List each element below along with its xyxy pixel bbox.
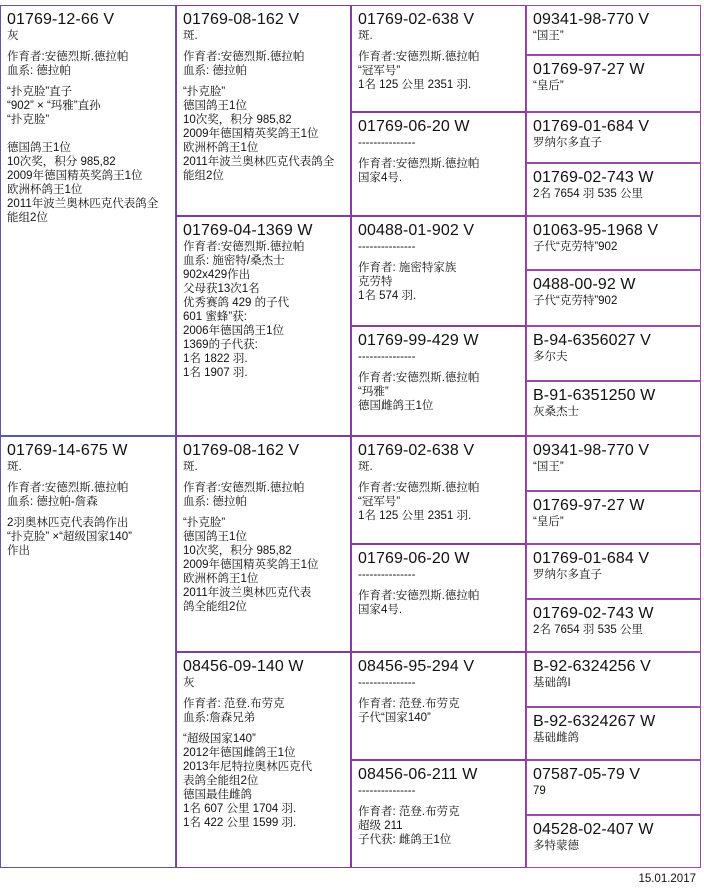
pedigree-detail-line: 欧洲杯鸽王1位 — [183, 573, 259, 585]
pedigree-detail-line: 2009年德国精英奖鸽王1位 — [183, 128, 319, 140]
spacer — [7, 134, 170, 141]
pedigree-detail-line: 2009年德国精英奖鸽王1位 — [7, 170, 143, 182]
spacer — [183, 43, 345, 50]
pedigree-detail-line: “冠军号” — [358, 65, 401, 77]
pedigree-card-gggp-16 — [526, 815, 701, 868]
pedigree-detail-line: 灰 — [183, 677, 195, 689]
pedigree-detail-line: 子代“国家140” — [358, 712, 431, 724]
ring-number: 08456-95-294 V — [358, 658, 475, 675]
pedigree-card-gggp-14 — [526, 707, 701, 760]
ring-number: 09341-98-770 V — [533, 11, 650, 28]
pedigree-detail-line: --------------- — [358, 351, 416, 363]
pedigree-detail-line: 902x429作出 — [183, 269, 251, 281]
pedigree-detail-line: 子代“克劳特”902 — [533, 295, 618, 307]
pedigree-detail-line: 能组2位 — [7, 212, 48, 224]
pedigree-detail-line: 1名 422 公里 1599 羽. — [183, 817, 297, 829]
pedigree-card-gggp-15 — [526, 760, 701, 815]
pedigree-detail-line: “902” × “玛雅”直孙 — [7, 100, 101, 112]
pedigree-detail-line: 作育者:安德烈斯.德拉帕 — [7, 51, 129, 63]
pedigree-detail-line: 斑. — [183, 30, 198, 42]
ring-number: 01769-06-20 W — [358, 550, 470, 567]
pedigree-detail-line: 灰桑杰士 — [533, 406, 579, 418]
pedigree-card-ggp-5 — [351, 436, 526, 544]
spacer — [7, 127, 170, 134]
pedigree-detail-line: 作出 — [7, 545, 30, 557]
pedigree-detail-line: 血系: 德拉帕 — [7, 65, 71, 77]
pedigree-detail-line: 罗纳尔多直子 — [533, 569, 602, 581]
pedigree-detail-line: 国家4号. — [358, 604, 403, 616]
spacer — [183, 725, 345, 732]
pedigree-detail-line: 斑. — [358, 30, 373, 42]
print-date: 15.01.2017 — [638, 873, 696, 885]
pedigree-detail-line: 欧洲杯鸽王1位 — [183, 142, 259, 154]
pedigree-detail-line: 作育者: 范登.布劳克 — [183, 698, 285, 710]
pedigree-detail-line: 作育者:安德烈斯.德拉帕 — [358, 51, 480, 63]
pedigree-detail-line: 2名 7654 羽 535 公里 — [533, 188, 643, 200]
pedigree-detail-line: --------------- — [358, 785, 416, 797]
ring-number: 01769-02-638 V — [358, 442, 475, 459]
spacer — [183, 509, 345, 516]
pedigree-detail-line: 作育者:安德烈斯.德拉帕 — [183, 241, 305, 253]
pedigree-detail-line: 超级 211 — [358, 820, 403, 832]
ring-number: 08456-06-211 W — [358, 766, 478, 783]
pedigree-detail-line: 2名 7654 羽 535 公里 — [533, 624, 643, 636]
pedigree-detail-line: 罗纳尔多直子 — [533, 137, 602, 149]
spacer — [358, 254, 520, 261]
pedigree-card-gggp-10 — [526, 491, 701, 544]
ring-number: B-91-6351250 W — [533, 387, 656, 404]
pedigree-detail-line: 作育者:安德烈斯.德拉帕 — [358, 590, 480, 602]
pedigree-detail-line: 克劳特 — [358, 276, 393, 288]
pedigree-detail-line: 作育者: 施密特家族 — [358, 262, 457, 274]
ring-number: 04528-02-407 W — [533, 821, 654, 838]
pedigree-card-ggp-8 — [351, 760, 526, 868]
ring-number: 07587-05-79 V — [533, 766, 641, 783]
pedigree-detail-line: 作育者:安德烈斯.德拉帕 — [358, 482, 480, 494]
pedigree-detail-line: 作育者: 范登.布劳克 — [358, 698, 460, 710]
pedigree-detail-line: 10次奖，积分 985,82 — [7, 156, 116, 168]
pedigree-detail-line: “冠军号” — [358, 496, 401, 508]
pedigree-detail-line: 基础雌鸽 — [533, 732, 579, 744]
pedigree-detail-line: --------------- — [358, 241, 416, 253]
spacer — [183, 78, 345, 85]
pedigree-detail-line: 基础鸽I — [533, 677, 571, 689]
pedigree-card-gggp-6 — [526, 270, 701, 326]
pedigree-detail-line: 1名 574 羽. — [358, 290, 417, 302]
pedigree-card-gggp-8 — [526, 381, 701, 436]
ring-number: 09341-98-770 V — [533, 442, 650, 459]
pedigree-card-grandsire-maternal — [176, 436, 351, 652]
pedigree-detail-line: 德国鸽王1位 — [183, 531, 247, 543]
ring-number: 0488-00-92 W — [533, 276, 636, 293]
spacer — [358, 150, 520, 157]
pedigree-detail-line: 10次奖，积分 985,82 — [183, 545, 292, 557]
pedigree-card-ggp-3 — [351, 216, 526, 326]
ring-number: 01769-14-675 W — [7, 442, 128, 459]
pedigree-detail-line: 2羽奥林匹克代表鸽作出 — [7, 517, 129, 529]
pedigree-detail-line: “玛雅” — [358, 386, 389, 398]
pedigree-detail-line: 2011年波兰奥林匹克代表 — [183, 587, 312, 599]
pedigree-card-granddam-maternal — [176, 652, 351, 868]
pedigree-detail-line: 德国鸽王1位 — [7, 142, 71, 154]
pedigree-detail-line: 多尔夫 — [533, 351, 568, 363]
pedigree-detail-line: 作育者:安德烈斯.德拉帕 — [358, 372, 480, 384]
pedigree-card-gggp-9 — [526, 436, 701, 491]
spacer — [358, 364, 520, 371]
ring-number: 01769-97-27 W — [533, 497, 645, 514]
pedigree-detail-line: 子代获: 雌鸽王1位 — [358, 834, 452, 846]
pedigree-detail-line: 斑. — [358, 461, 373, 473]
ring-number: 01769-02-638 V — [358, 11, 475, 28]
ring-number: 01769-01-684 V — [533, 118, 650, 135]
pedigree-detail-line: 血系: 德拉帕-詹森 — [7, 496, 98, 508]
pedigree-card-grandsire-paternal — [176, 5, 351, 216]
pedigree-detail-line: 灰 — [7, 30, 19, 42]
pedigree-detail-line: 作育者:安德烈斯.德拉帕 — [183, 51, 305, 63]
pedigree-card-gggp-13 — [526, 652, 701, 707]
pedigree-detail-line: 血系:詹森兄弟 — [183, 712, 256, 724]
pedigree-detail-line: 作育者:安德烈斯.德拉帕 — [358, 158, 480, 170]
pedigree-card-ggp-6 — [351, 544, 526, 652]
pedigree-detail-line: 国家4号. — [358, 172, 403, 184]
pedigree-detail-line: “超级国家140” — [183, 733, 256, 745]
spacer — [358, 690, 520, 697]
pedigree-detail-line: 1名 125 公里 2351 羽. — [358, 79, 472, 91]
pedigree-detail-line: --------------- — [358, 569, 416, 581]
pedigree-detail-line: --------------- — [358, 137, 416, 149]
pedigree-detail-line: “扑克脸” — [183, 86, 226, 98]
spacer — [7, 509, 170, 516]
pedigree-card-gggp-5 — [526, 216, 701, 270]
ring-number: B-92-6324267 W — [533, 713, 656, 730]
pedigree-detail-line: 1369的子代获: — [183, 339, 258, 351]
pedigree-detail-line: 作育者:安德烈斯.德拉帕 — [183, 482, 305, 494]
pedigree-detail-line: 1名 125 公里 2351 羽. — [358, 510, 472, 522]
pedigree-detail-line: 血系: 德拉帕 — [183, 65, 247, 77]
pedigree-detail-line: 作育者:安德烈斯.德拉帕 — [7, 482, 129, 494]
pedigree-detail-line: 德国雌鸽王1位 — [358, 400, 434, 412]
spacer — [358, 582, 520, 589]
spacer — [7, 78, 170, 85]
pedigree-detail-line: 79 — [533, 785, 546, 797]
pedigree-card-sire — [0, 5, 176, 436]
spacer — [7, 43, 170, 50]
ring-number: 01769-97-27 W — [533, 61, 645, 78]
ring-number: 01769-02-743 W — [533, 169, 654, 186]
pedigree-detail-line: “国王” — [533, 30, 564, 42]
pedigree-detail-line: 2006年德国鸽王1位 — [183, 325, 284, 337]
pedigree-detail-line: “扑克脸”直子 — [7, 86, 73, 98]
spacer — [7, 474, 170, 481]
pedigree-detail-line: 鸽全能组2位 — [183, 601, 247, 613]
pedigree-card-ggp-2 — [351, 112, 526, 216]
pedigree-card-gggp-4 — [526, 163, 701, 216]
pedigree-detail-line: --------------- — [358, 677, 416, 689]
pedigree-card-gggp-3 — [526, 112, 701, 163]
pedigree-card-granddam-paternal — [176, 216, 351, 436]
ring-number: B-94-6356027 V — [533, 332, 651, 349]
pedigree-detail-line: 2011年波兰奥林匹克代表鸽全 — [183, 156, 335, 168]
pedigree-card-gggp-7 — [526, 326, 701, 381]
pedigree-detail-line: 2009年德国精英奖鸽王1位 — [183, 559, 319, 571]
spacer — [358, 474, 520, 481]
ring-number: 01769-12-66 V — [7, 11, 115, 28]
pedigree-detail-line: 父母获13次1名 — [183, 283, 260, 295]
pedigree-detail-line: 血系: 施密特/桑杰士 — [183, 255, 285, 267]
pedigree-detail-line: 斑. — [183, 461, 198, 473]
pedigree-detail-line: 优秀赛鸽 429 的子代 — [183, 297, 290, 309]
pedigree-detail-line: 子代“克劳特”902 — [533, 241, 618, 253]
ring-number: B-92-6324256 V — [533, 658, 651, 675]
pedigree-detail-line: 德国鸽王1位 — [183, 100, 247, 112]
spacer — [183, 690, 345, 697]
ring-number: 01769-01-684 V — [533, 550, 650, 567]
pedigree-card-ggp-4 — [351, 326, 526, 436]
ring-number: 01769-99-429 W — [358, 332, 479, 349]
pedigree-detail-line: 1名 1822 羽. — [183, 353, 248, 365]
pedigree-card-gggp-1 — [526, 5, 701, 55]
pedigree-detail-line: 德国最佳雌鸽 — [183, 789, 252, 801]
ring-number: 01769-04-1369 W — [183, 222, 313, 239]
pedigree-card-gggp-11 — [526, 544, 701, 599]
pedigree-detail-line: 表鸽全能组2位 — [183, 775, 259, 787]
pedigree-detail-line: 601 蜜蜂”获: — [183, 311, 247, 323]
pedigree-detail-line: 2012年德国雌鸽王1位 — [183, 747, 296, 759]
pedigree-detail-line: 多特蒙德 — [533, 840, 579, 852]
pedigree-card-gggp-12 — [526, 599, 701, 652]
pedigree-detail-line: “扑克脸” ×“超级国家140” — [7, 531, 132, 543]
pedigree-detail-line: “皇后” — [533, 516, 564, 528]
pedigree-card-gggp-2 — [526, 55, 701, 112]
pedigree-detail-line: 2011年波兰奥林匹克代表鸽全 — [7, 198, 159, 210]
pedigree-detail-line: 能组2位 — [183, 170, 224, 182]
pedigree-detail-line: 作育者: 范登.布劳克 — [358, 806, 460, 818]
ring-number: 01063-95-1968 V — [533, 222, 659, 239]
pedigree-detail-line: 1名 1907 羽. — [183, 367, 248, 379]
pedigree-detail-line: 血系: 德拉帕 — [183, 496, 247, 508]
pedigree-detail-line: 斑. — [7, 461, 22, 473]
pedigree-detail-line: “扑克脸” — [7, 114, 50, 126]
spacer — [183, 474, 345, 481]
pedigree-detail-line: 10次奖，积分 985,82 — [183, 114, 292, 126]
pedigree-card-ggp-7 — [351, 652, 526, 760]
pedigree-card-dam — [0, 436, 176, 868]
ring-number: 01769-08-162 V — [183, 442, 300, 459]
ring-number: 00488-01-902 V — [358, 222, 475, 239]
pedigree-detail-line: 1名 607 公里 1704 羽. — [183, 803, 297, 815]
pedigree-detail-line: “国王” — [533, 461, 564, 473]
pedigree-detail-line: “皇后” — [533, 80, 564, 92]
spacer — [358, 43, 520, 50]
pedigree-card-ggp-1 — [351, 5, 526, 112]
ring-number: 01769-08-162 V — [183, 11, 300, 28]
spacer — [358, 798, 520, 805]
ring-number: 08456-09-140 W — [183, 658, 304, 675]
ring-number: 01769-06-20 W — [358, 118, 470, 135]
pedigree-detail-line: 2013年尼特拉奥林匹克代 — [183, 761, 313, 773]
pedigree-detail-line: “扑克脸” — [183, 517, 226, 529]
ring-number: 01769-02-743 W — [533, 605, 654, 622]
pedigree-detail-line: 欧洲杯鸽王1位 — [7, 184, 83, 196]
